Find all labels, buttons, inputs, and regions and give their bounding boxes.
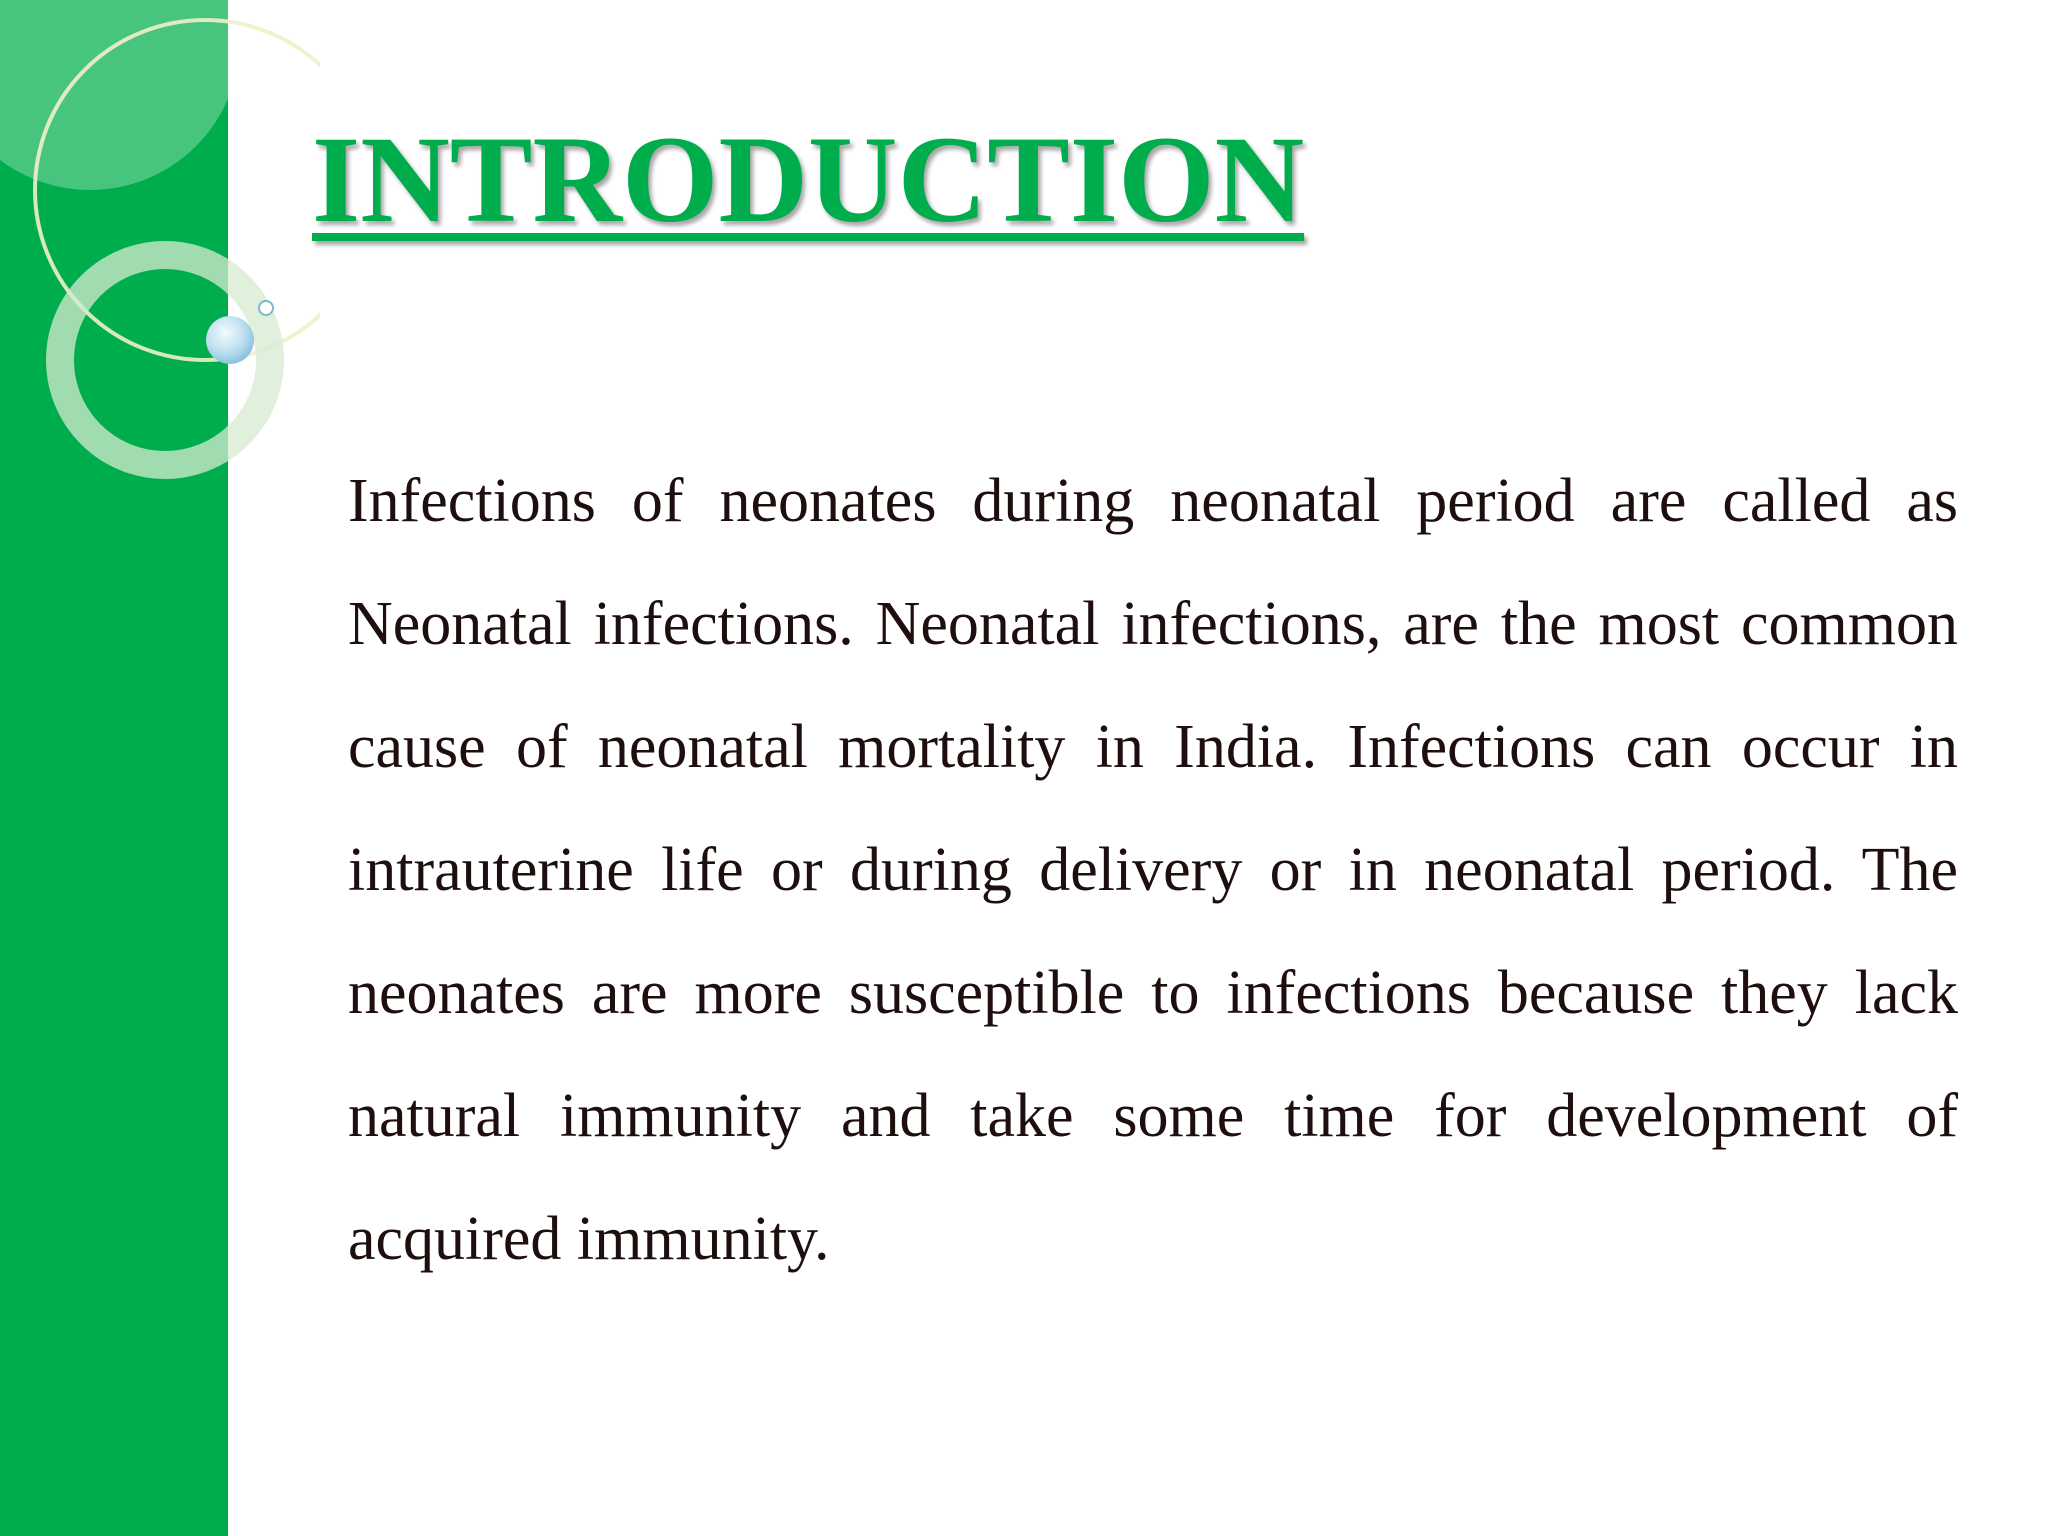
decor-bubble: [206, 316, 254, 364]
decorative-circles-graphic: [0, 0, 320, 520]
decor-small-bubble: [259, 301, 273, 315]
slide-body-text: Infections of neonates during neonatal period are called as Neonatal infections. Neonatal infections, are the most common cause of neonatal mortality in India. Infections can occur in intrauterine life or during delivery or in neonatal period. The neonates are more susceptible to infections because they lack natural immunity and take some time for development of acquired immunity.: [348, 467, 1958, 1273]
slide-title: INTRODUCTION: [312, 111, 1305, 248]
